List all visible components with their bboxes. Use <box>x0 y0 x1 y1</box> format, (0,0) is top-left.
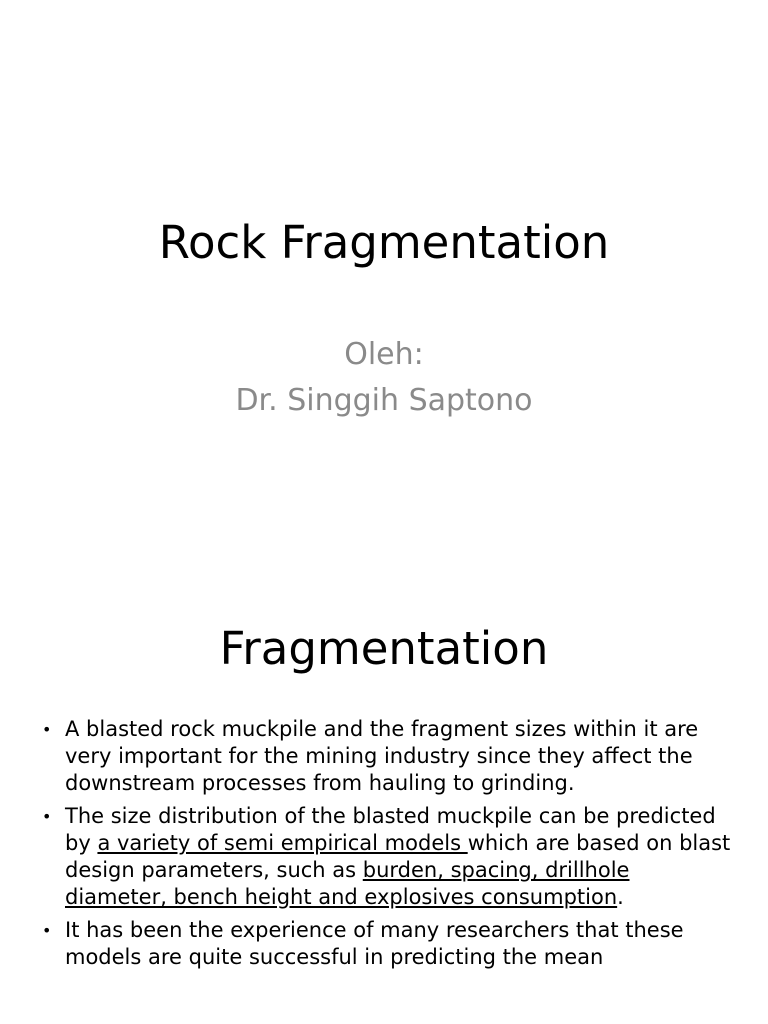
bullet-dot-icon: • <box>42 720 52 739</box>
bullet-item <box>42 803 732 911</box>
subtitle-line-author: Dr. Singgih Saptono <box>235 383 533 418</box>
bullet-text: A blasted rock muckpile and the fragment sizes within it are very important for the mining industry since they affect the downstream processes from hauling to grinding. <box>65 717 699 795</box>
bullet-text: It has been the experience of many researchers that these models are quite successful in predicting the mean <box>65 918 684 969</box>
bullet-text: The size distribution of the blasted muckpile can be predicted by <box>65 804 716 855</box>
bullet-item <box>42 917 732 971</box>
bullet-text: . <box>617 885 624 909</box>
bullet-text: which are based on blast design parameters, such as <box>65 831 731 882</box>
bullet-item <box>42 716 732 797</box>
underlined-text: burden, spacing, drillhole diameter, bench height and explosives consumption <box>65 858 630 909</box>
slide-subtitle <box>0 332 768 424</box>
subtitle-line-oleh: Oleh: <box>344 337 424 372</box>
slide-title: Rock Fragmentation <box>158 216 610 269</box>
section-title: Fragmentation <box>219 622 549 675</box>
underlined-text: a variety of semi empirical models <box>97 831 468 855</box>
bullet-dot-icon: • <box>42 807 52 826</box>
bullet-dot-icon: • <box>42 921 52 940</box>
bullet-list <box>42 716 732 977</box>
